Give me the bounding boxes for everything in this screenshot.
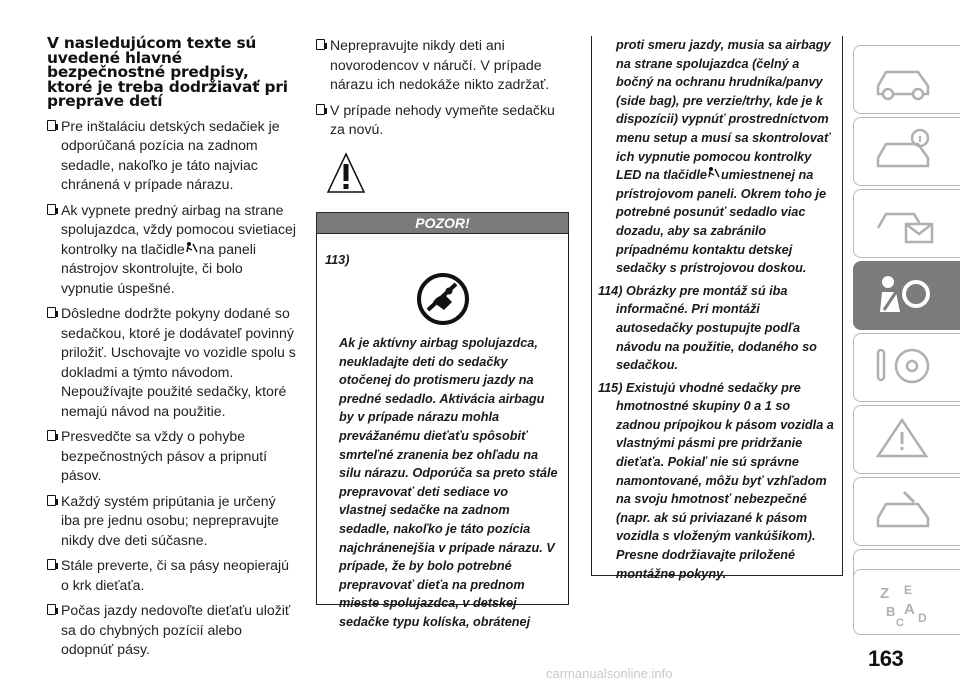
checkbox-bullet-icon xyxy=(47,204,56,215)
bullet-item: Počas jazdy nedovoľte dieťaťu uložiť sa do chybných pozícií alebo odopnúť pásy. xyxy=(47,601,297,660)
car-mail-icon xyxy=(874,200,934,246)
tab-dashboard[interactable] xyxy=(853,117,960,186)
bullet-item: Každý systém pripútania je určený iba pre jednu osobu; neprepravujte nikdy dve deti súčasne. xyxy=(47,492,297,551)
warning-text: Ak je aktívny airbag spolujazdca, neukladajte deti do sedačky otočenej do protismeru jazdy na predné sedadlo. Aktivácia airbagu by v prípade nárazu mohla prevážanému dieťaťu spôsobiť smrteľné zranenia bez ohľadu na silu nárazu. Odporúča sa preto stále prepravovať deti sediace vo vlastnej sedačke na zadnom sedadle, nakoľko je táto pozícia najchránenejšia v prípade nárazu. V prípade, že by bolo potrebné prepravovať dieťa na prednom mieste spolujazdca, v detskej sedačke typu kolíska, obrátenej xyxy=(339,336,558,629)
tab-safety[interactable] xyxy=(853,261,960,330)
checkbox-bullet-icon xyxy=(316,39,325,50)
safety-airbag-icon xyxy=(874,272,934,318)
note-continuation: proti smeru jazdy, musia sa airbagy na strane spolujazdca (čelný a bočný na ochranu hrudníka/panvy (side bag), pre verzie/trhy, kde je k dispozícii) vypnúť prostredníctvom menu setup a musí sa skontrolovať ich vypnutie pomocou kontrolky LED na tlačidle umiestnenej na prístrojovom paneli. Okrem toho je potrebné posunúť sedadlo viac dozadu, aby sa zabránilo prípadnému kontaktu detskej sedačky s prístrojovou doskou. xyxy=(616,38,831,276)
airbag-off-icon xyxy=(185,241,199,255)
warning-number: 113) xyxy=(325,253,350,267)
tab-index[interactable] xyxy=(853,569,960,635)
svg-text:A: A xyxy=(904,601,915,618)
emergency-icon xyxy=(874,416,934,462)
tab-starting-driving[interactable] xyxy=(853,333,960,402)
svg-text:D: D xyxy=(918,611,927,625)
airbag-off-icon xyxy=(707,166,721,180)
checkbox-bullet-icon xyxy=(47,604,56,615)
checkbox-bullet-icon xyxy=(47,120,56,131)
middle-column xyxy=(316,36,572,146)
starting-driving-icon xyxy=(874,344,934,390)
warning-title-bar: POZOR! xyxy=(316,212,569,234)
maintenance-icon xyxy=(874,488,934,534)
bullet-item: Stále preverte, či sa pásy neopierajú o krk dieťaťa. xyxy=(47,556,297,595)
svg-text:Z: Z xyxy=(880,585,890,602)
checkbox-bullet-icon xyxy=(47,559,56,570)
note-115: 115) Existujú vhodné sedačky pre hmotnostné skupiny 0 a 1 so zadnou prípojkou k pásom vozidla a vlastnými pásmi pre pridržanie dieťaťa. Pokiaľ nie sú správne namontované, môžu byť vzhľadom na svoju hmotnosť nebezpečné (napr. ak sú priviazané k pásom vozidla s vloženým vankúšikom). Presne dodržiavajte priložené montážne pokyny. xyxy=(598,380,834,581)
car-overview-icon xyxy=(874,56,934,102)
watermark: carmanualsonline.info xyxy=(546,666,673,681)
tab-car-overview[interactable] xyxy=(853,45,960,114)
checkbox-bullet-icon xyxy=(316,104,325,115)
note-114: 114) Obrázky pre montáž sú iba informačné. Pri montáži autosedačky postupujte podľa návodu na použitie, dodaného so sedačkou. xyxy=(598,283,817,373)
bullet-item: Pre inštaláciu detských sedačiek je odporúčaná pozícia na zadnom sedadle, nakoľko je táto najviac chránená v prípade nárazu. xyxy=(47,117,297,195)
checkbox-bullet-icon xyxy=(47,307,56,318)
tab-maintenance[interactable] xyxy=(853,477,960,546)
left-column xyxy=(47,36,297,666)
checkbox-bullet-icon xyxy=(47,495,56,506)
bullet-item: Dôsledne dodržte pokyny dodané so sedačkou, ktoré je dodávateľ povinný priložiť. Uschovajte vo vozidle spolu s dokladmi a týmto návodom. Nepoužívajte použité sedačky, ktoré nemajú návod na použitie. xyxy=(47,304,297,421)
bullet-item: Ak vypnete predný airbag na strane spolujazdca, vždy pomocou svietiacej kontrolky na tlačidle na paneli nástrojov skontrolujte, či bolo vypnutie úspešné. xyxy=(47,201,297,299)
svg-text:B: B xyxy=(886,604,896,619)
dashboard-info-icon xyxy=(874,128,934,174)
section-heading: V nasledujúcom texte sú uvedené hlavné bezpečnostné predpisy, ktoré je treba dodržiavať pri preprave detí xyxy=(47,34,288,111)
no-child-seat-airbag-icon xyxy=(416,272,470,326)
page-number: 163 xyxy=(868,646,904,671)
bullet-item: Presvedčte sa vždy o pohybe bezpečnostných pásov a pripnutí pásov. xyxy=(47,427,297,486)
svg-text:E: E xyxy=(904,583,913,597)
right-notes-box xyxy=(591,36,843,581)
checkbox-bullet-icon xyxy=(47,430,56,441)
warning-triangle-icon xyxy=(326,152,366,196)
warning-box xyxy=(316,234,569,629)
tab-car-mail[interactable] xyxy=(853,189,960,258)
tab-emergency[interactable] xyxy=(853,405,960,474)
bullet-item: Neprepravujte nikdy deti ani novorodencov v náručí. V prípade nárazu ich nedokáže nikto zadržať. xyxy=(316,36,572,95)
bullet-item: V prípade nehody vymeňte sedačku za novú. xyxy=(316,101,572,140)
svg-text:C: C xyxy=(896,617,904,626)
index-icon xyxy=(874,580,934,626)
